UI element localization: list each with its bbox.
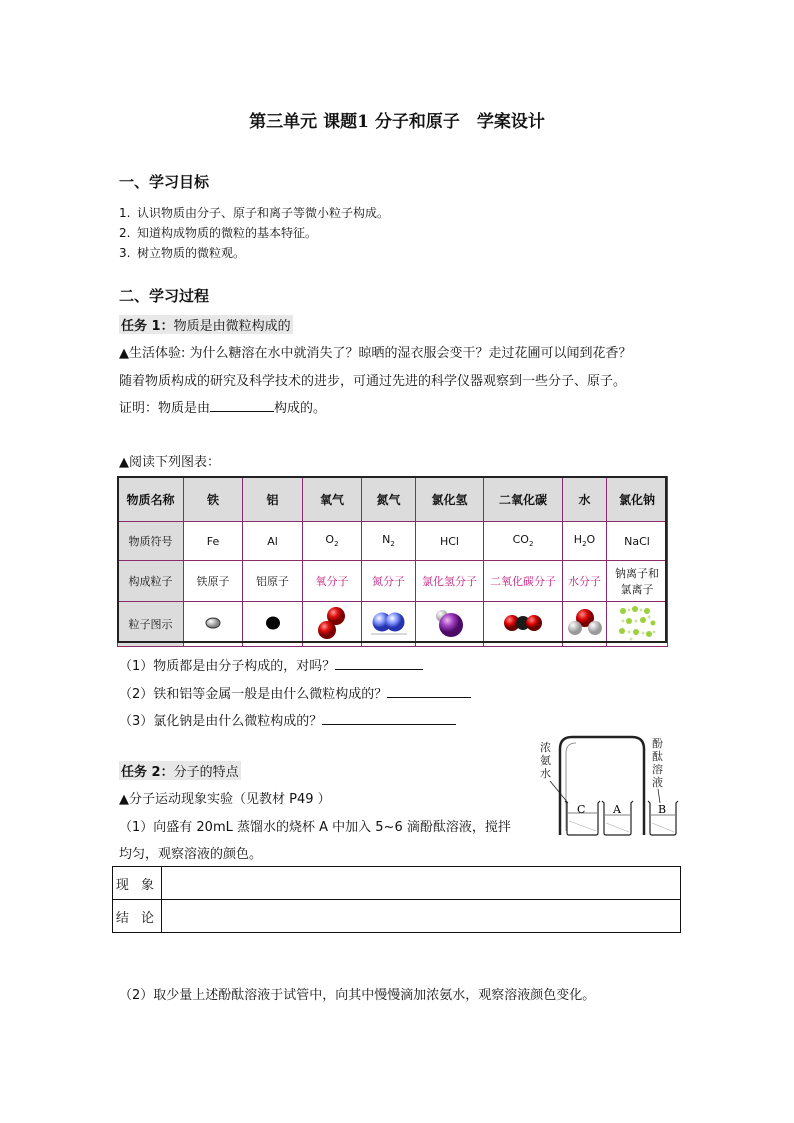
experiment-step-1: （1）向盛有 20mL 蒸馏水的烧杯 A 中加入 5~6 滴酚酞溶液，搅拌	[119, 820, 511, 835]
formula-cell: HCl	[416, 522, 484, 561]
particle-cell: 水分子	[563, 561, 607, 602]
formula-cell: Al	[243, 522, 303, 561]
oxygen-molecule-diagram	[303, 602, 362, 647]
proof-text: 证明：物质是由 构成的。	[119, 397, 326, 416]
section-heading-text: 一、学习目标	[119, 173, 210, 191]
answer-blank[interactable]	[335, 656, 423, 670]
particle-cell: 氯化氢分子	[416, 561, 484, 602]
table-header-cell: 物质名称	[118, 477, 184, 522]
question-3: （3）氯化钠是由什么微粒构成的？	[119, 710, 456, 729]
carbon-dioxide-molecule-diagram	[484, 602, 563, 647]
observation-table	[112, 866, 681, 933]
experiment-figure	[538, 731, 684, 843]
table-header-cell: 铁	[184, 477, 243, 522]
hydrogen-chloride-molecule-diagram	[416, 602, 484, 647]
formula-cell: Fe	[184, 522, 243, 561]
answer-blank[interactable]	[387, 684, 471, 698]
life-experience-text: ▲生活体验: 为什么糖溶在水中就消失了？晾晒的湿衣服会变干？走过花圃可以闻到花香？	[119, 346, 632, 361]
formula-cell: $O_2$	[303, 522, 362, 561]
observation-answer-cell[interactable]	[162, 867, 681, 900]
beaker-label: A	[613, 803, 621, 816]
table-header-cell: 氧气	[303, 477, 362, 522]
row-label: 粒子图示	[118, 602, 184, 647]
particle-cell: 氮分子	[362, 561, 416, 602]
question-2: （2）铁和铝等金属一般是由什么微粒构成的？	[119, 683, 471, 702]
table-row	[118, 602, 668, 647]
formula-cell: $CO_2$	[484, 522, 563, 561]
page-title: 第三单元 课题1 分子和原子 学案设计	[249, 112, 545, 132]
row-label: 构成粒子	[118, 561, 184, 602]
particle-cell: 铝原子	[243, 561, 303, 602]
table-header-cell: 二氧化碳	[484, 477, 563, 522]
figure-label-char: 酚	[652, 737, 663, 750]
table-header-cell: 氮气	[362, 477, 416, 522]
water-molecule-diagram	[563, 602, 607, 647]
figure-label-char: 液	[652, 776, 663, 789]
experiment-step-1-cont: 均匀，观察溶液的颜色。	[119, 847, 263, 862]
sodium-chloride-lattice-diagram	[607, 602, 668, 647]
particle-cell: 二氧化碳分子	[484, 561, 563, 602]
figure-label-char: 氨	[540, 754, 551, 767]
iron-atom-diagram	[184, 602, 243, 647]
formula-cell: $N_2$	[362, 522, 416, 561]
particle-cell: 铁原子	[184, 561, 243, 602]
list-item: 1. 认识物质由分子、原子和离子等微小粒子构成。	[119, 206, 390, 220]
row-label: 物质符号	[118, 522, 184, 561]
question-1: （1）物质都是由分子构成的，对吗？	[119, 655, 423, 674]
table-header-cell: 铝	[243, 477, 303, 522]
table-row	[113, 900, 681, 933]
conclusion-answer-cell[interactable]	[162, 900, 681, 933]
section-heading-objectives	[119, 171, 209, 192]
list-item: 3. 树立物质的微粒观。	[119, 246, 246, 260]
particle-table	[117, 476, 668, 647]
particle-cell: 钠离子和 氯离子	[607, 561, 668, 602]
particle-cell: 氧分子	[303, 561, 362, 602]
answer-blank[interactable]	[322, 711, 456, 725]
observation-label: 现 象	[113, 867, 162, 900]
experiment-text: ▲分子运动现象实验（见教材 P49 ）	[119, 792, 331, 807]
table-header-row	[118, 477, 668, 522]
task-1-title: 任务 1：物质是由微粒构成的	[119, 315, 293, 334]
table-header-cell: 氯化钠	[607, 477, 668, 522]
figure-label-char: 水	[540, 767, 551, 780]
formula-cell: $H_2O$	[563, 522, 607, 561]
paragraph-text: 随着物质构成的研究及科学技术的进步，可通过先进的科学仪器观察到一些分子、原子。	[119, 374, 627, 389]
table-row	[113, 867, 681, 900]
fill-blank[interactable]	[210, 398, 274, 412]
table-header-cell: 氯化氢	[416, 477, 484, 522]
list-item: 2. 知道构成物质的微粒的基本特征。	[119, 226, 318, 240]
read-chart-text: ▲阅读下列图表：	[119, 455, 220, 470]
task-2-title: 任务 2：分子的特点	[119, 761, 241, 780]
conclusion-label: 结 论	[113, 900, 162, 933]
figure-label-char: 溶	[652, 763, 663, 776]
beaker-label: B	[658, 803, 667, 816]
table-row	[118, 522, 668, 561]
experiment-step-2: （2）取少量上述酚酞溶液于试管中，向其中慢慢滴加浓氨水，观察溶液颜色变化。	[119, 988, 596, 1003]
table-header-cell: 水	[563, 477, 607, 522]
beaker-label: C	[577, 803, 586, 816]
table-row	[118, 561, 668, 602]
figure-label-char: 酞	[652, 750, 663, 763]
aluminum-atom-diagram	[243, 602, 303, 647]
section-heading-process: 二、学习过程	[119, 287, 210, 305]
formula-cell: NaCl	[607, 522, 668, 561]
nitrogen-molecule-diagram	[362, 602, 416, 647]
figure-label-char: 浓	[540, 741, 551, 754]
